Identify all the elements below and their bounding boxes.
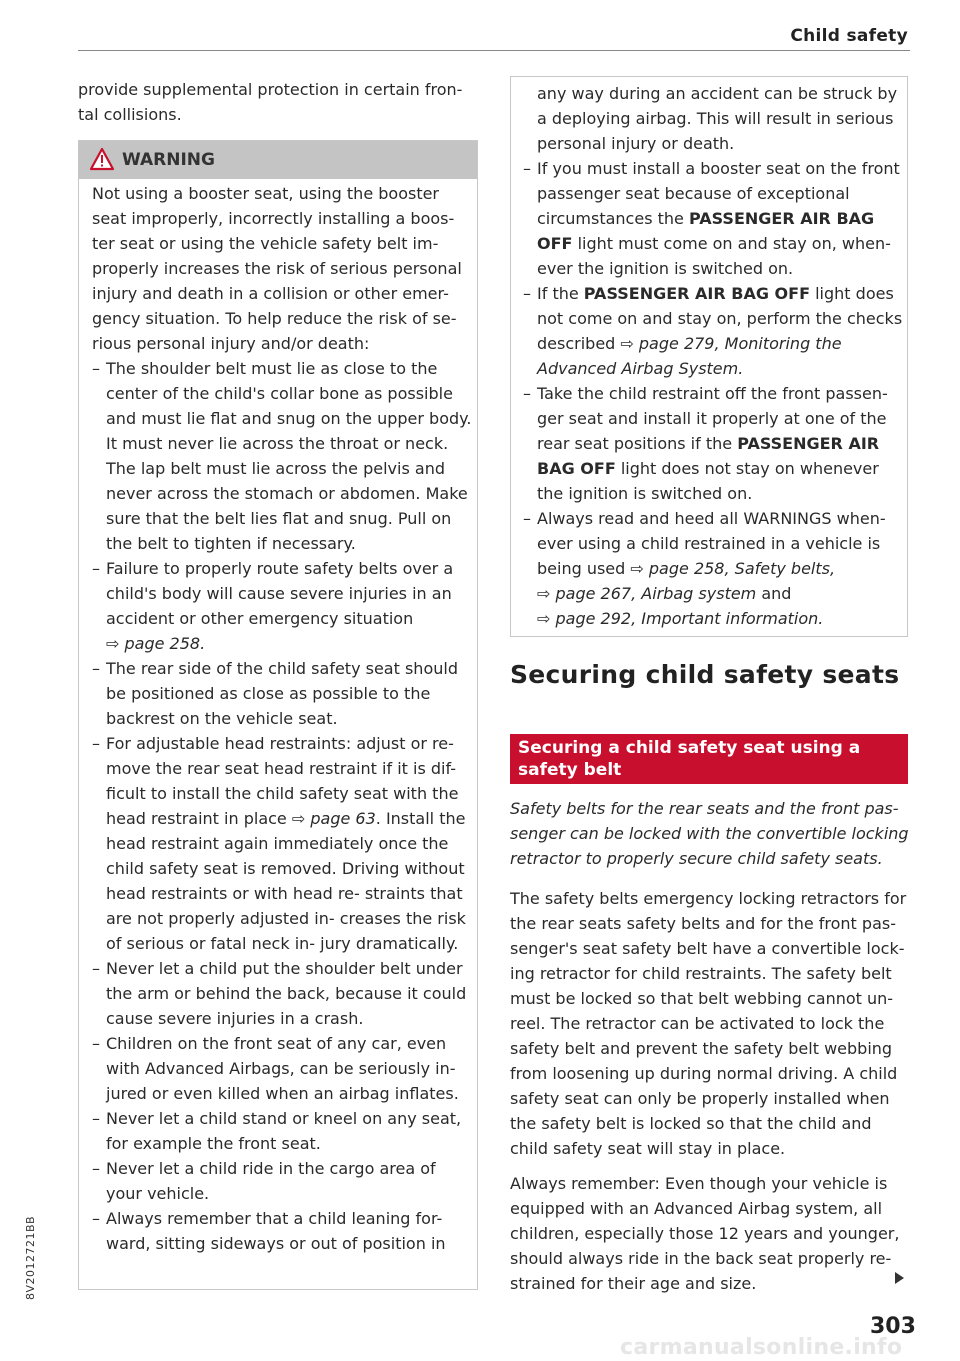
warning-item <box>523 156 903 281</box>
item-text: Take the child restraint off the front passen- ger seat and install it properly at one of the rear seat positions if the <box>537 384 888 453</box>
warning-item: – Never let a child stand or kneel on any seat, for example the front seat. <box>92 1106 472 1156</box>
indicator-name: PASSENGER AIR BAG OFF <box>537 434 880 478</box>
body-paragraph: The safety belts emergency locking retractors for the rear seats safety belts and for the front pas- senger's seat safety belt have a convertible lock- ing retractor for child restraints. The safety belt must be locked so that belt webbing cannot un- reel. The retractor can be activated to lock the safety belt and prevent the safety belt webbing from loosening up during normal driving. A child safety seat can only be properly installed when the safety belt is locked so that the child and child safety seat will stay in place. <box>510 889 907 1158</box>
continue-arrow-icon <box>895 1272 904 1284</box>
warning-item-text: . Install <box>375 809 435 828</box>
warning-item <box>523 281 903 381</box>
subsection-title: Securing a child safety seat using a safety belt <box>518 738 861 780</box>
item-text: light does not stay on whenever the ignition is switched on. <box>537 459 879 503</box>
header-rule <box>78 50 910 51</box>
warning-item: – The shoulder belt must lie as close to the center of the child's collar bone as possible and must lie flat and snug on the upper body. It must never lie across the throat or neck. The lap belt must lie across the pelvis and never across the stomach or abdomen. Make sure that the belt lies flat and snug. Pull on the belt to tighten if necessary. <box>92 356 472 556</box>
warning-item <box>523 506 903 631</box>
warning-item <box>92 731 472 956</box>
page-reference-link[interactable]: ⇨ page 258. <box>106 634 206 653</box>
warning-item-text: For adjustable head restraints: adjust or re- move the rear seat head restraint if it is dif- ficult to install the child safety seat with the head restraint in place <box>106 734 459 828</box>
item-text: light does not come on and stay on, perform the checks described <box>537 284 903 353</box>
warning-item: – Never let a child ride in the cargo area of your vehicle. <box>92 1156 472 1206</box>
indicator-name: PASSENGER AIR BAG OFF <box>583 284 811 303</box>
warning-item-text: Failure to properly route safety belts over a child's body will cause severe injuries in an accident or other emergency situation <box>106 559 454 628</box>
document-code: 8V2012721BB <box>24 1215 37 1300</box>
warning-label: WARNING <box>122 150 215 170</box>
page-reference-link[interactable]: ⇨ page 258, Safety belts, <box>630 559 836 578</box>
item-text: If you must install a booster seat on the front passenger seat because of exceptional circumstances the <box>537 159 900 228</box>
warning-item <box>523 381 903 506</box>
section-title: Securing child safety seats <box>510 660 900 689</box>
warning-continuation-body <box>523 81 903 631</box>
warning-item-text: the head restraint again immediately once the child safety seat is removed. Driving without head restraints or with head re- straints that are not properly adjusted in- creases the risk of serious or fatal neck in- jury dramatically. <box>106 809 466 953</box>
item-text: and <box>761 584 792 603</box>
body-paragraph: Always remember: Even though your vehicle is equipped with an Advanced Airbag system, all children, especially those 12 years and younger, should always ride in the back seat properly re- strained for their age and size. <box>510 1174 900 1293</box>
indicator-name: PASSENGER AIR BAG OFF <box>537 209 875 253</box>
warning-triangle-icon <box>90 147 114 171</box>
item-text: If the <box>537 284 579 303</box>
page-reference-link[interactable]: ⇨ page 292, Important information. <box>537 609 824 628</box>
page-reference-link[interactable]: ⇨ page 63 <box>291 809 376 828</box>
left-intro-text: provide supplemental protection in certain fron- tal collisions. <box>78 80 463 124</box>
section-intro: Safety belts for the rear seats and the front pas- senger can be locked with the convertible locking retractor to properly secure child safety seats. <box>510 799 909 868</box>
page-header-title: Child safety <box>790 26 908 46</box>
page-number: 303 <box>870 1314 916 1339</box>
warning-body <box>92 181 472 1256</box>
warning-item: – Children on the front seat of any car, even with Advanced Airbags, can be seriously in- jured or even killed when an airbag inflates. <box>92 1031 472 1106</box>
page-reference-link[interactable]: ⇨ page 267, Airbag system <box>537 584 757 603</box>
item-text: Always read and heed all WARNINGS when- ever using a child restrained in a vehicle is being used <box>537 509 886 578</box>
page-reference-link[interactable]: ⇨ page 279, Monitoring the Advanced Airbag System. <box>537 334 842 378</box>
watermark: carmanualsonline.info <box>620 1335 903 1360</box>
warning-intro: Not using a booster seat, using the booster seat improperly, incorrectly installing a boos- ter seat or using the vehicle safety belt im- properly increases the risk of serious personal injury and death in a collision or other emer- gency situation. To help reduce the risk of se- rious personal injury and/or death: <box>92 184 462 353</box>
warning-item: – The rear side of the child safety seat should be positioned as close as possible to the backrest on the vehicle seat. <box>92 656 472 731</box>
warning-item: – Always remember that a child leaning for- ward, sitting sideways or out of position in <box>92 1206 472 1256</box>
warning-item <box>92 556 472 656</box>
item-text: light must come on and stay on, when- ever the ignition is switched on. <box>537 234 891 278</box>
continuation-text: any way during an accident can be struck by a deploying airbag. This will result in serious personal injury or death. <box>537 84 898 153</box>
warning-item: – Never let a child put the shoulder belt under the arm or behind the back, because it could cause severe injuries in a crash. <box>92 956 472 1031</box>
